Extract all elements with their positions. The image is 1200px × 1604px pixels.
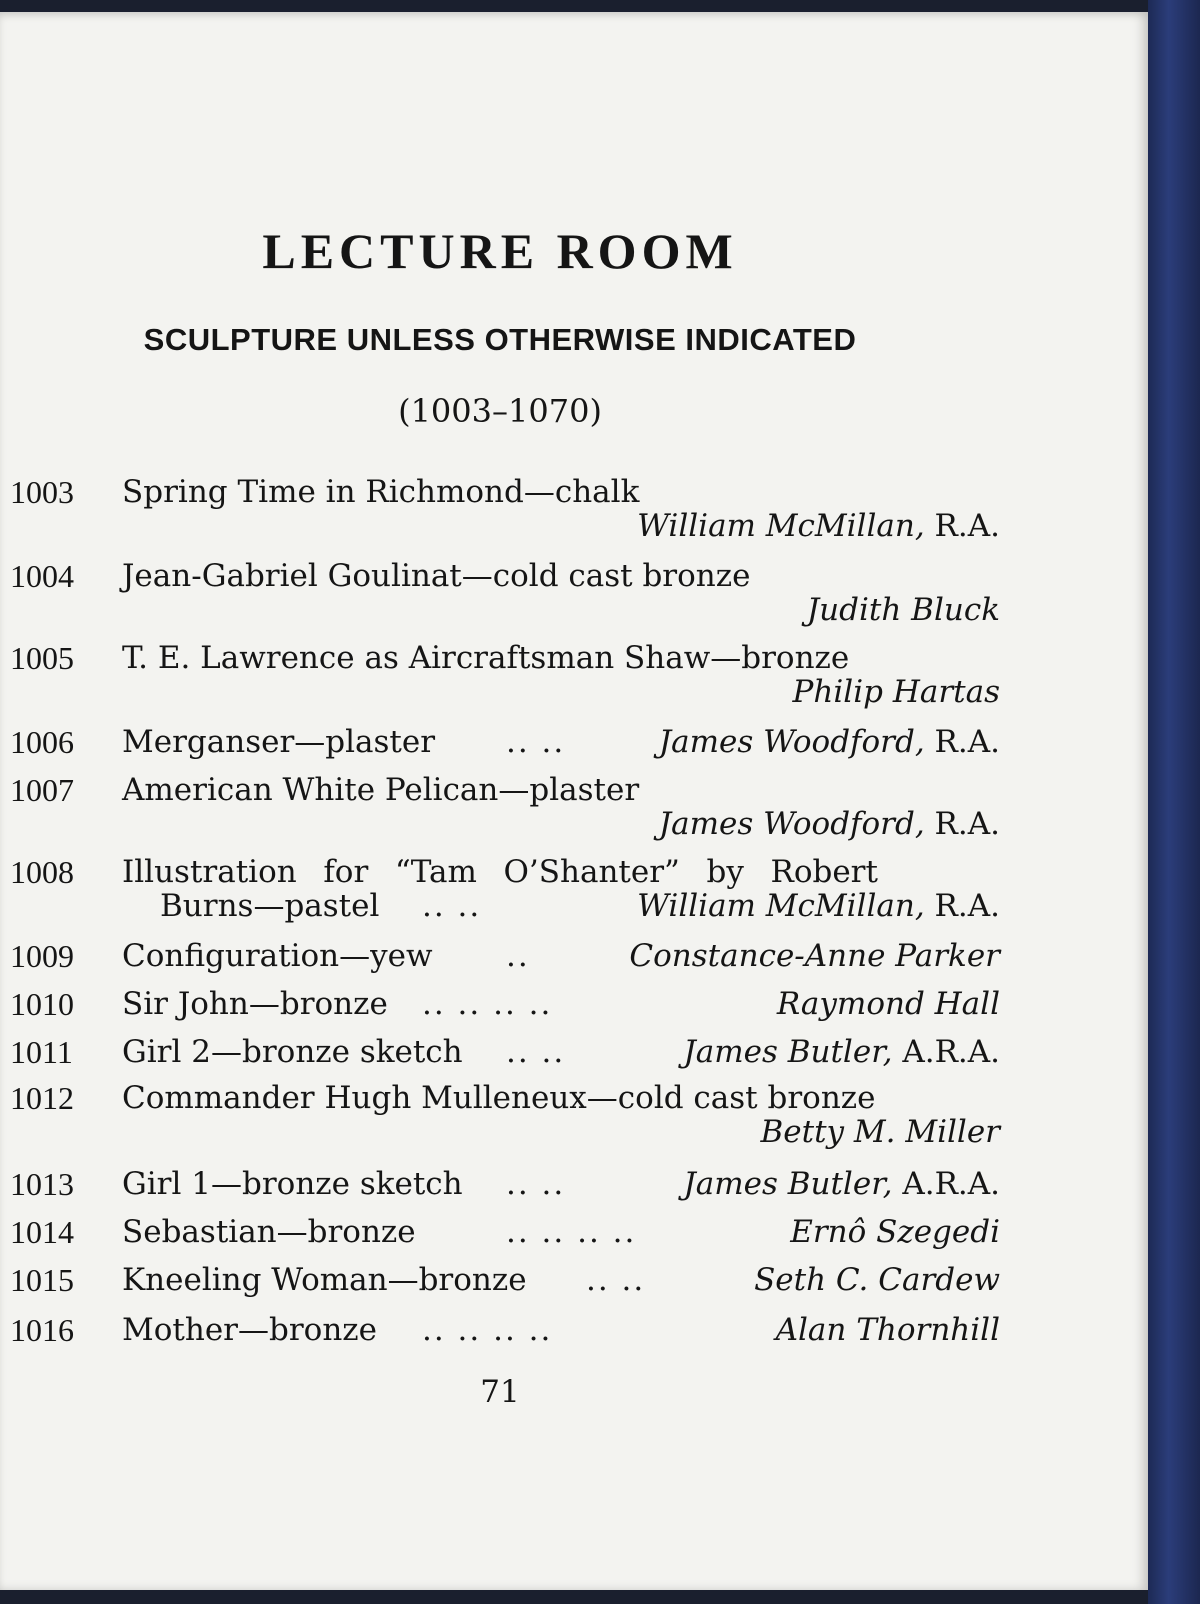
entry-artist: Ernô Szegedi [790, 1214, 1000, 1250]
entry-title: Girl 1—bronze sketch [122, 1166, 463, 1202]
entry-artist: Seth C. Cardew [754, 1262, 1000, 1298]
entry-artist-suffix: A.R.A. [892, 1034, 1000, 1070]
entry-title: Spring Time in Richmond—chalk [122, 474, 640, 510]
entry-artist: James Woodford, [658, 724, 925, 760]
entry-title: Commander Hugh Mulleneux—cold cast bronze [122, 1080, 876, 1116]
catalogue-number-range: (1003–1070) [398, 392, 602, 430]
entry-artist-suffix: R.A. [924, 508, 1000, 544]
entry-artist-line [637, 508, 1000, 544]
entry-artist-suffix: R.A. [924, 888, 1000, 924]
entry-number: 1004 [10, 558, 74, 594]
entry-artist: Betty M. Miller [760, 1114, 1000, 1150]
dot-leader: .. .. [506, 1166, 566, 1202]
entry-artist-suffix: R.A. [924, 724, 1000, 760]
dot-leader: .. .. [506, 724, 566, 760]
entry-number: 1016 [10, 1312, 74, 1348]
dot-leader: .. .. [506, 1034, 566, 1070]
entry-number: 1003 [10, 474, 74, 510]
entry-artist: Philip Hartas [792, 674, 1000, 710]
entry-artist-line [760, 1114, 1000, 1150]
entry-artist-line [683, 1034, 1000, 1070]
section-subtitle: SCULPTURE UNLESS OTHERWISE INDICATED [143, 322, 857, 357]
entry-title-word: “Tam [394, 854, 477, 890]
entry-number: 1011 [10, 1034, 73, 1070]
entry-title-continuation: Burns—pastel [160, 888, 380, 924]
dot-leader: .. .. .. .. [422, 986, 553, 1022]
book-cover-edge [1148, 0, 1200, 1604]
entry-artist: Raymond Hall [776, 986, 1000, 1022]
entry-artist-line [807, 592, 1000, 628]
entry-artist-line [754, 1262, 1000, 1298]
entry-title: Mother—bronze [122, 1312, 377, 1348]
catalogue-page [0, 12, 1148, 1590]
entry-number: 1014 [10, 1214, 74, 1250]
dot-leader: .. .. .. .. [422, 1312, 553, 1348]
entry-title: Jean-Gabriel Goulinat—cold cast bronze [122, 558, 751, 594]
entry-number: 1005 [10, 640, 74, 676]
dot-leader: .. .. .. .. [506, 1214, 637, 1250]
entry-title [122, 854, 878, 890]
page-number: 71 [480, 1374, 520, 1410]
entry-title-word: Illustration [122, 854, 297, 890]
entry-number: 1010 [10, 986, 74, 1022]
entry-artist-line [683, 1166, 1000, 1202]
entry-artist-line [637, 888, 1000, 924]
entry-artist: James Butler, [683, 1034, 893, 1070]
entry-artist-suffix: A.R.A. [892, 1166, 1000, 1202]
entry-title: Merganser—plaster [122, 724, 436, 760]
entry-artist-line [776, 1312, 1000, 1348]
entry-artist: Constance-Anne Parker [629, 938, 1000, 974]
entry-number: 1015 [10, 1262, 74, 1298]
entry-artist: William McMillan, [637, 508, 925, 544]
entry-title-word: by [706, 854, 744, 890]
entry-title: American White Pelican—plaster [122, 772, 640, 808]
page-title: LECTURE ROOM [262, 223, 738, 279]
entry-title: T. E. Lawrence as Aircraftsman Shaw—bronze [122, 640, 850, 676]
entry-title: Girl 2—bronze sketch [122, 1034, 463, 1070]
dot-leader: .. .. [422, 888, 482, 924]
entry-title: Sir John—bronze [122, 986, 388, 1022]
entry-title: Kneeling Woman—bronze [122, 1262, 527, 1298]
entry-title: Sebastian—bronze [122, 1214, 416, 1250]
entry-title-word: Robert [770, 854, 878, 890]
entry-number: 1006 [10, 724, 74, 760]
entry-number: 1007 [10, 772, 74, 808]
entry-title-word: for [323, 854, 369, 890]
entry-artist: Alan Thornhill [775, 1312, 1000, 1348]
entry-artist-line [629, 938, 1000, 974]
entry-artist-line [659, 724, 1000, 760]
dot-leader: .. [506, 938, 530, 974]
dot-leader: .. .. [586, 1262, 646, 1298]
entry-number: 1012 [10, 1080, 74, 1116]
entry-number: 1009 [10, 938, 74, 974]
entry-artist-line [790, 1214, 1000, 1250]
entry-artist-line [659, 806, 1000, 842]
entry-artist-line [793, 674, 1000, 710]
entry-artist: James Woodford, [658, 806, 925, 842]
entry-artist-line [777, 986, 1000, 1022]
entry-artist: William McMillan, [637, 888, 925, 924]
entry-number: 1013 [10, 1166, 74, 1202]
entry-artist: James Butler, [683, 1166, 893, 1202]
entry-artist: Judith Bluck [806, 592, 1000, 628]
entry-artist-suffix: R.A. [924, 806, 1000, 842]
entry-number: 1008 [10, 854, 74, 890]
entry-title: Configuration—yew [122, 938, 433, 974]
entry-title-word: O’Shanter” [503, 854, 680, 890]
